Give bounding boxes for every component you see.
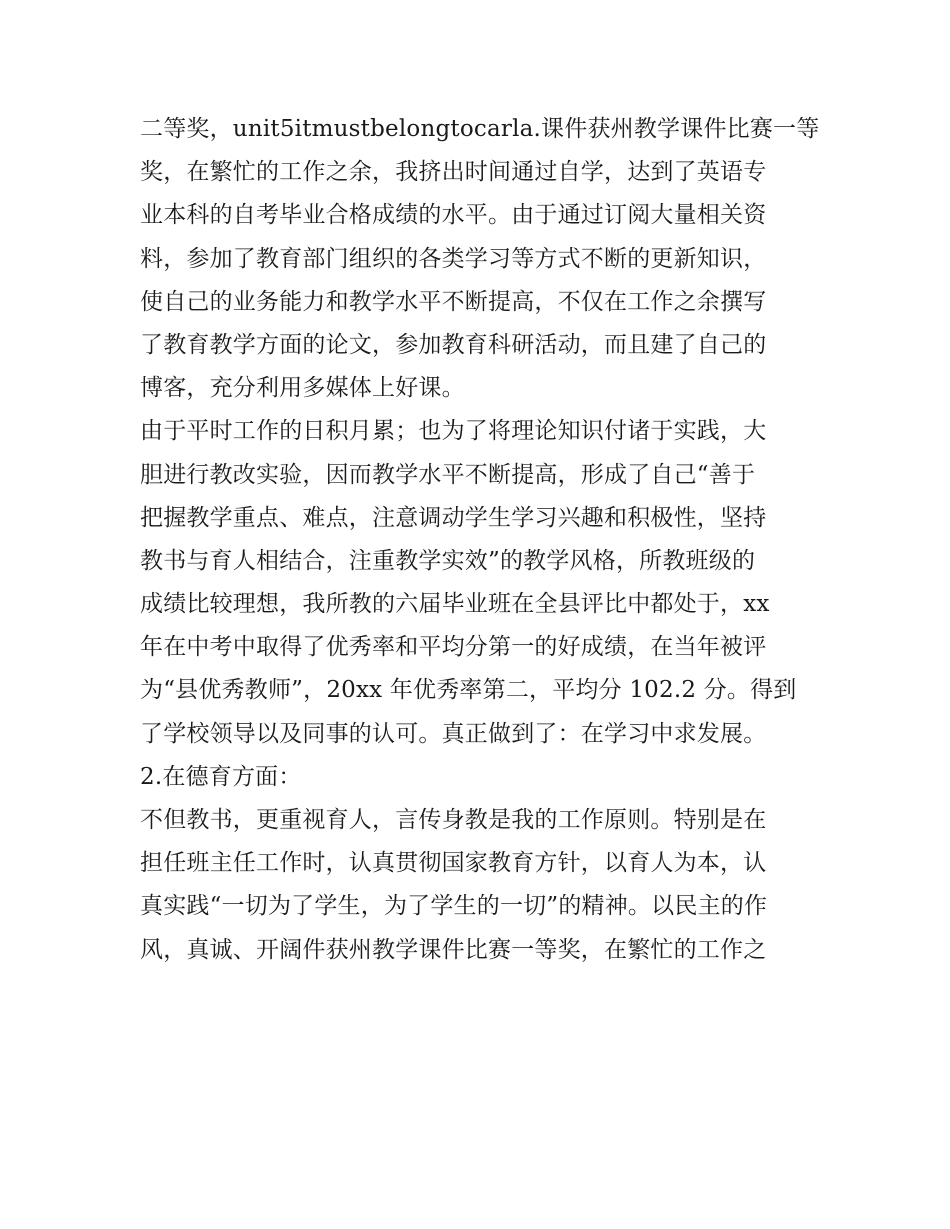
text-line: 由于平时工作的日积月累；也为了将理论知识付诸于实践，大 — [140, 418, 767, 445]
text-line: 风，真诚、开阔件获州教学课件比赛一等奖，在繁忙的工作之 — [140, 936, 767, 963]
text-line: 二等奖，unit5itmustbelongtocarla.课件获州教学课件比赛一等 — [140, 116, 820, 142]
text-line: 为“县优秀教师”，20xx 年优秀率第二，平均分 102.2 分。得到 — [140, 677, 797, 704]
text-line: 年在中考中取得了优秀率和平均分第一的好成绩，在当年被评 — [140, 634, 767, 661]
text-line: 胆进行教改实验，因而教学水平不断提高，形成了自己“善于 — [140, 461, 756, 488]
text-line: 业本科的自考毕业合格成绩的水平。由于通过订阅大量相关资 — [140, 202, 767, 229]
text-line: 料，参加了教育部门组织的各类学习等方式不断的更新知识， — [140, 245, 767, 272]
section-heading: 2.在德育方面： — [140, 763, 302, 790]
text-line: 奖，在繁忙的工作之余，我挤出时间通过自学，达到了英语专 — [140, 159, 767, 186]
text-line: 博客，充分利用多媒体上好课。 — [140, 375, 465, 402]
text-line: 成绩比较理想，我所教的六届毕业班在全县评比中都处于，xx — [140, 591, 770, 618]
text-line: 了教育教学方面的论文，参加教育科研活动，而且建了自己的 — [140, 331, 767, 358]
text-line: 教书与育人相结合，注重教学实效”的教学风格，所教班级的 — [140, 547, 756, 574]
text-line: 真实践“一切为了学生，为了学生的一切”的精神。以民主的作 — [140, 893, 768, 920]
text-line: 担任班主任工作时，认真贯彻国家教育方针，以育人为本，认 — [140, 850, 767, 877]
text-line: 使自己的业务能力和教学水平不断提高，不仅在工作之余撰写 — [140, 288, 767, 315]
text-line: 把握教学重点、难点，注意调动学生学习兴趣和积极性，坚持 — [140, 504, 767, 531]
text-line: 了学校领导以及同事的认可。真正做到了：在学习中求发展。 — [140, 720, 767, 747]
text-line: 不但教书，更重视育人，言传身教是我的工作原则。特别是在 — [140, 807, 767, 833]
document-body — [140, 108, 820, 972]
